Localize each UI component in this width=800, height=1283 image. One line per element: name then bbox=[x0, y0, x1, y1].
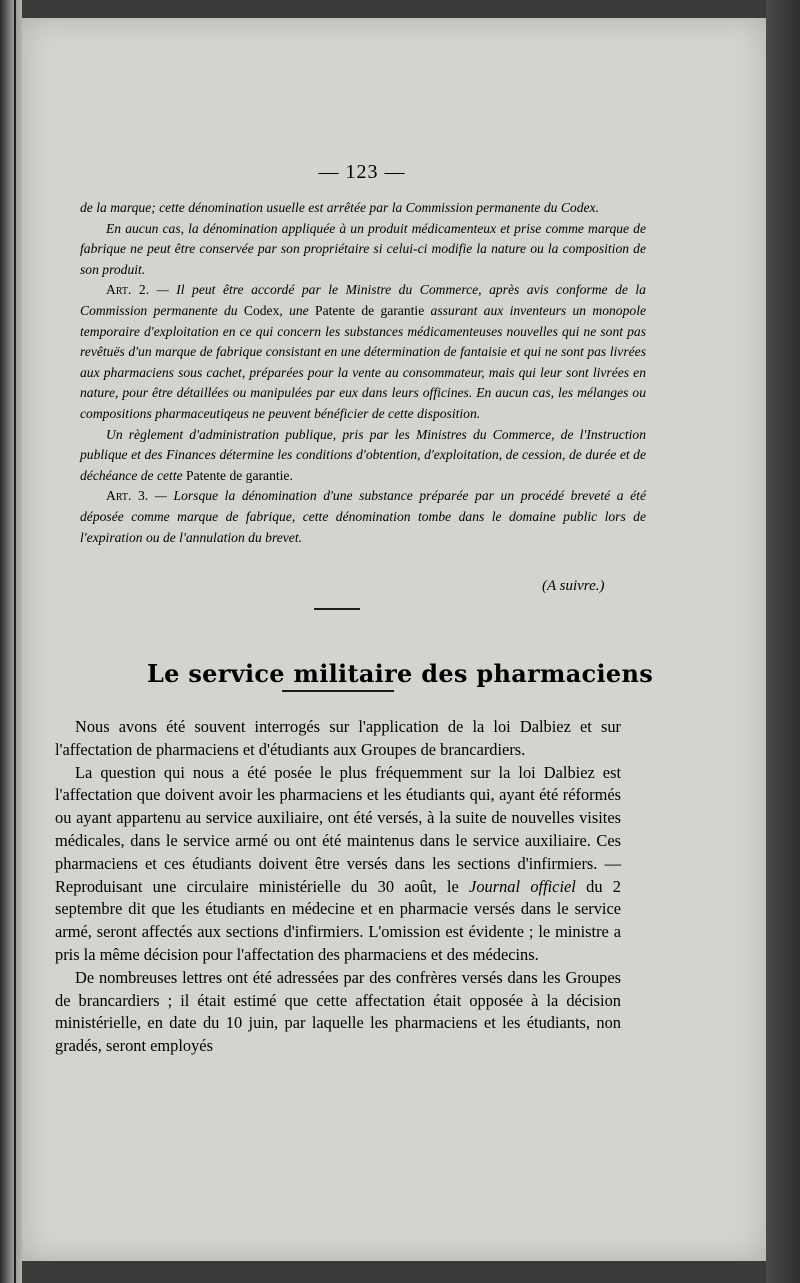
reglement-paragraph: Un règlement d'administration publique, pris par les Ministres du Commerce, de l'Instruction publique et des Finances détermine les conditions d'obtention, d'exploitation, de cession, de durée et de déchéance de cette Patente de garantie. bbox=[80, 426, 646, 483]
codex-word: Codex bbox=[243, 302, 280, 318]
section-divider bbox=[314, 608, 360, 610]
journal-officiel: Journal officiel bbox=[469, 876, 576, 896]
to-be-continued: (A suivre.) bbox=[542, 578, 605, 594]
section-heading: Le service militaire des pharmaciens bbox=[146, 659, 654, 688]
book-page bbox=[22, 18, 766, 1261]
body-paragraph-3: De nombreuses lettres ont été adressées par des confrères versés dans les Groupes de brancardiers ; il était estimé que cette affectation était opposée à la décision ministérielle, en date du 10 juin, par laquelle les pharmaciens et les étudiants, non gradés, seront employés bbox=[55, 967, 621, 1056]
continuation-paragraph-1: de la marque; cette dénomination usuelle est arrêtée par la Commission permanente du Codex. bbox=[80, 200, 599, 215]
article-2-paragraph: Art. 2. — Il peut être accordé par le Ministre du Commerce, après avis conforme de la Commission permanente du Codex, une Patente de garantie assurant aux inventeurs un monopole temporaire d'exploitation en ce qui concern les substances médicamenteuses nouvelles qui ne sont pas revêtuës d'un marque de fabrique consistant en une détermination de fantaisie et qui ne sont pas livrées aux pharmaciens sous cachet, préparées pour la vente au consommateur, mais qui leur sont livrées en nature, pour être détaillées ou manipulées par eux dans leurs officines. En aucun cas, les mélanges ou compositions pharmaceutiqeus ne peuvent bénéficier de cette disposition. bbox=[80, 282, 647, 421]
continuation-paragraph-2: En aucun cas, la dénomination appliquée à un produit médicamenteux et prise comme marque de fabrique ne peut être conservée par son propriétaire si celui-ci modifie la nature ou la composition de son produit. bbox=[80, 220, 646, 277]
article-3-label: Art. 3. bbox=[106, 488, 149, 504]
article-3-paragraph: Art. 3. — Lorsque la dénomination d'une substance préparée par un procédé breveté a été déposée comme marque de fabrique, cette dénomination tombe dans le domaine public lors de l'expiration ou de l'annulation du brevet. bbox=[80, 488, 646, 545]
page-number: — 123 — bbox=[318, 161, 406, 183]
patente-term-2: Patente de garantie bbox=[186, 467, 290, 483]
body-paragraph-2: La question qui nous a été posée le plus fréquemment sur la loi Dalbiez est l'affectation que doivent avoir les pharmaciens et les étudiants qui, ayant été réformés ou ayant appartenu au service auxiliaire, ont été versés, à la suite de nouvelles visites médicales, dans le service armé ou ont été maintenus dans le service auxiliaire. Ces pharmaciens et ces étudiants doivent être versés dans les sections d'infirmiers. — Reproduisant une circulaire ministérielle du 30 août, le Journal officiel du 2 septembre dit que les étudiants en médecine et en pharmacie versés dans le service armé, seront affectés aux sections d'infirmiers. L'omission est évidente ; le ministre a pris la même décision pour l'affectation des pharmaciens et des médecins. bbox=[55, 762, 621, 964]
heading-underline bbox=[282, 690, 394, 692]
article-body bbox=[55, 716, 621, 1058]
body-paragraph-1: Nous avons été souvent interrogés sur l'application de la loi Dalbiez et sur l'affectation de pharmaciens et d'étudiants aux Groupes de brancardiers. bbox=[55, 717, 621, 759]
left-page-edge bbox=[0, 0, 22, 1283]
patente-term-1: Patente de garantie bbox=[315, 302, 425, 318]
right-background-edge bbox=[766, 0, 800, 1283]
continuation-block bbox=[80, 198, 646, 548]
article-2-label: Art. 2. bbox=[106, 282, 150, 298]
